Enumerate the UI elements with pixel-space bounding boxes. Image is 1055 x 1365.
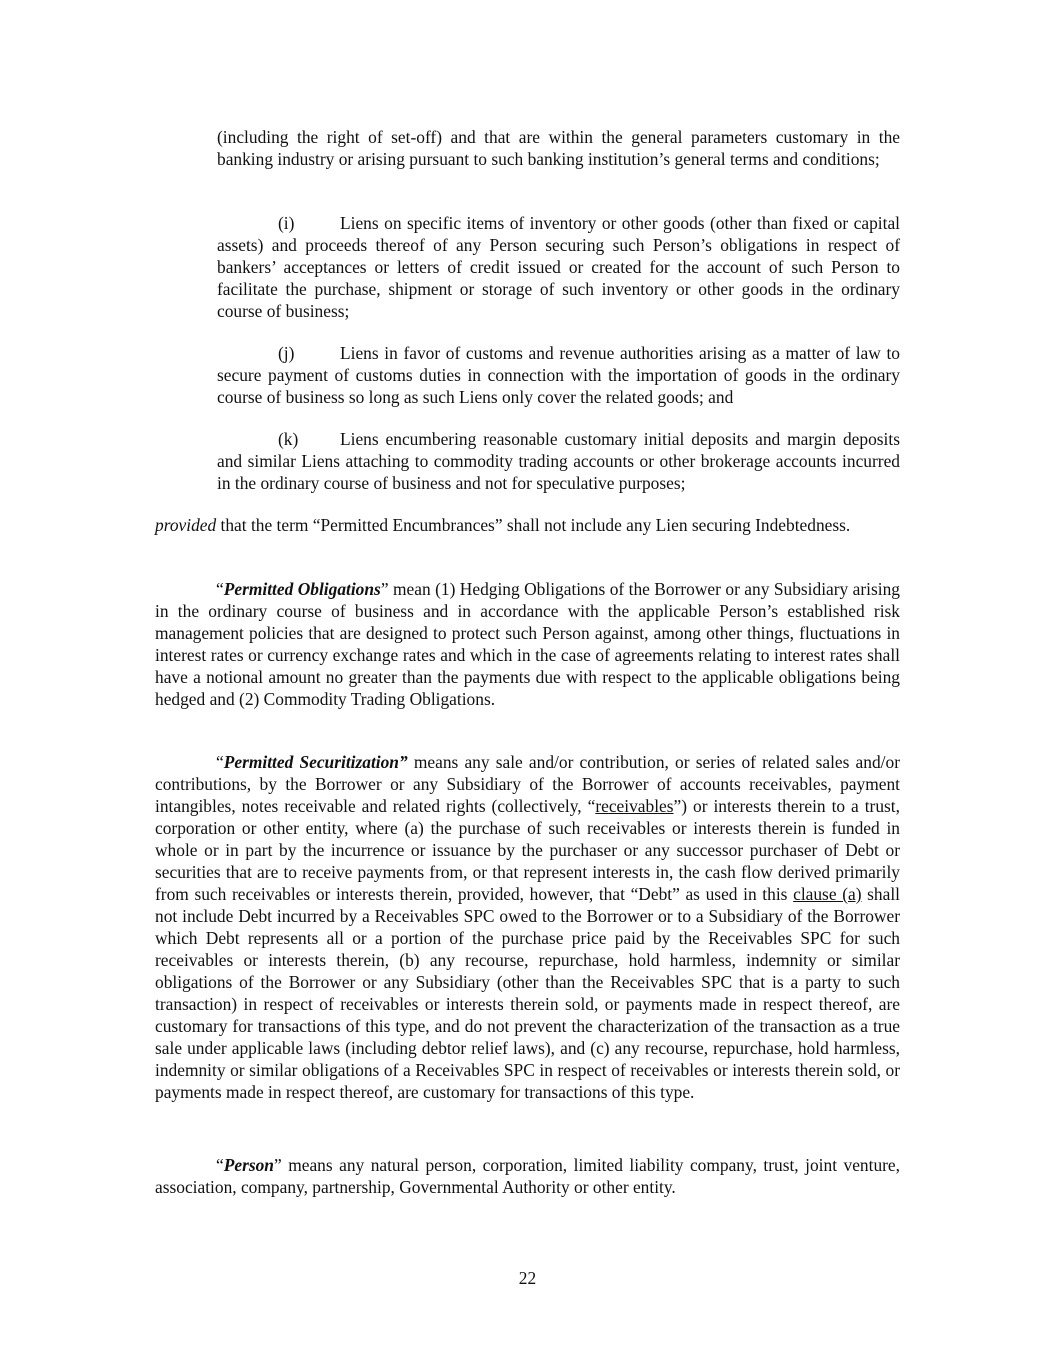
clause-label: (k) xyxy=(278,429,299,449)
definition-permitted-obligations xyxy=(155,578,900,710)
close-quote: ” xyxy=(380,579,389,599)
clause-label: (j) xyxy=(278,343,295,363)
clause-text: Liens on specific items of inventory or other goods (other than fixed or capital assets) and proceeds thereof of any Person securing such Person’s obligations in respect of bankers’ acceptances or letters of credit issued or created for the account of such Person to facilitate the purchase, shipment or storage of such inventory or other goods in the ordinary course of business; xyxy=(217,213,900,321)
definition-text: shall not include Debt incurred by a Receivables SPC owed to the Borrower or to a Subsidiary of the Borrower which Debt represents all or a portion of the purchase price paid by the Receivables SPC for such receivables or interests therein, (b) any recourse, repurchase, hold harmless, indemnity or similar obligations of the Borrower or any Subsidiary (other than the Receivables SPC that is a party to such transaction) in respect of receivables or interests therein sold, or payments made in respect thereof, are customary for transactions of this type, and do not prevent the characterization of the transaction as a true sale under applicable laws (including debtor relief laws), and (c) any recourse, repurchase, hold harmless, indemnity or similar obligations of a Receivables SPC in respect of receivables or interests therein sold, or payments made in respect thereof, are customary for transactions of this type. xyxy=(155,884,900,1102)
proviso-text: that the term “Permitted Encumbrances” shall not include any Lien securing Indebtedness. xyxy=(216,515,851,535)
defined-term: Person xyxy=(223,1155,274,1175)
definition-text: means any sale and/or contribution, or series of related sales and/or contributions, by the Borrower or any Subsidiary of the Borrower of accounts receivables, payment intangibles, notes receivable and related rights (collectively, “ xyxy=(155,752,900,816)
page-number: 22 xyxy=(518,1268,537,1288)
underlined-term: receivables xyxy=(595,796,674,816)
open-quote: “ xyxy=(216,579,224,599)
defined-term: Permitted Obligations xyxy=(223,579,381,599)
proviso-lead: provided xyxy=(155,515,217,535)
clause-text: Liens encumbering reasonable customary initial deposits and margin deposits and similar Liens attaching to commodity trading accounts or other brokerage accounts incurred in the ordinary course of business and not for speculative purposes; xyxy=(217,429,900,493)
close-quote: ” xyxy=(273,1155,282,1175)
clause-k xyxy=(217,428,900,494)
open-quote: “ xyxy=(216,752,224,772)
clause-reference: clause (a) xyxy=(793,884,862,904)
proviso-paragraph xyxy=(155,514,900,536)
clause-text: Liens in favor of customs and revenue authorities arising as a matter of law to secure payment of customs duties in connection with the importation of goods in the ordinary course of business so long as such Liens only cover the related goods; and xyxy=(217,343,900,407)
clause-label: (i) xyxy=(278,213,295,233)
open-quote: “ xyxy=(216,1155,224,1175)
clause-j xyxy=(217,342,900,408)
definition-person xyxy=(155,1154,900,1198)
defined-term: Permitted Securitization” xyxy=(223,752,408,772)
definition-text: means any natural person, corporation, limited liability company, trust, joint venture, association, company, partnership, Governmental Authority or other entity. xyxy=(155,1155,900,1197)
clause-i xyxy=(217,212,900,322)
definition-text: mean (1) Hedging Obligations of the Borrower or any Subsidiary arising in the ordinary course of business and in accordance with the applicable Person’s established risk management policies that are designed to protect such Person against, among other things, fluctuations in interest rates or currency exchange rates and which in the case of agreements relating to interest rates shall have a notional amount no greater than the payments due with respect to the applicable obligations being hedged and (2) Commodity Trading Obligations. xyxy=(155,579,900,709)
definition-permitted-securitization xyxy=(155,751,900,1103)
continuation-paragraph: (including the right of set-off) and that are within the general parameters customary in the banking industry or arising pursuant to such banking institution’s general terms and conditions; xyxy=(217,127,900,169)
definition-text: ”) or interests therein to a trust, corporation or other entity, where (a) the purchase of such receivables or interests therein is funded in whole or in part by the incurrence or issuance by the purchaser or any successor purchaser of Debt or securities that are to receive payments from, or that represent interests in, the cash flow derived primarily from such receivables or interests therein, provided, however, that “Debt” as used in this xyxy=(155,796,900,904)
